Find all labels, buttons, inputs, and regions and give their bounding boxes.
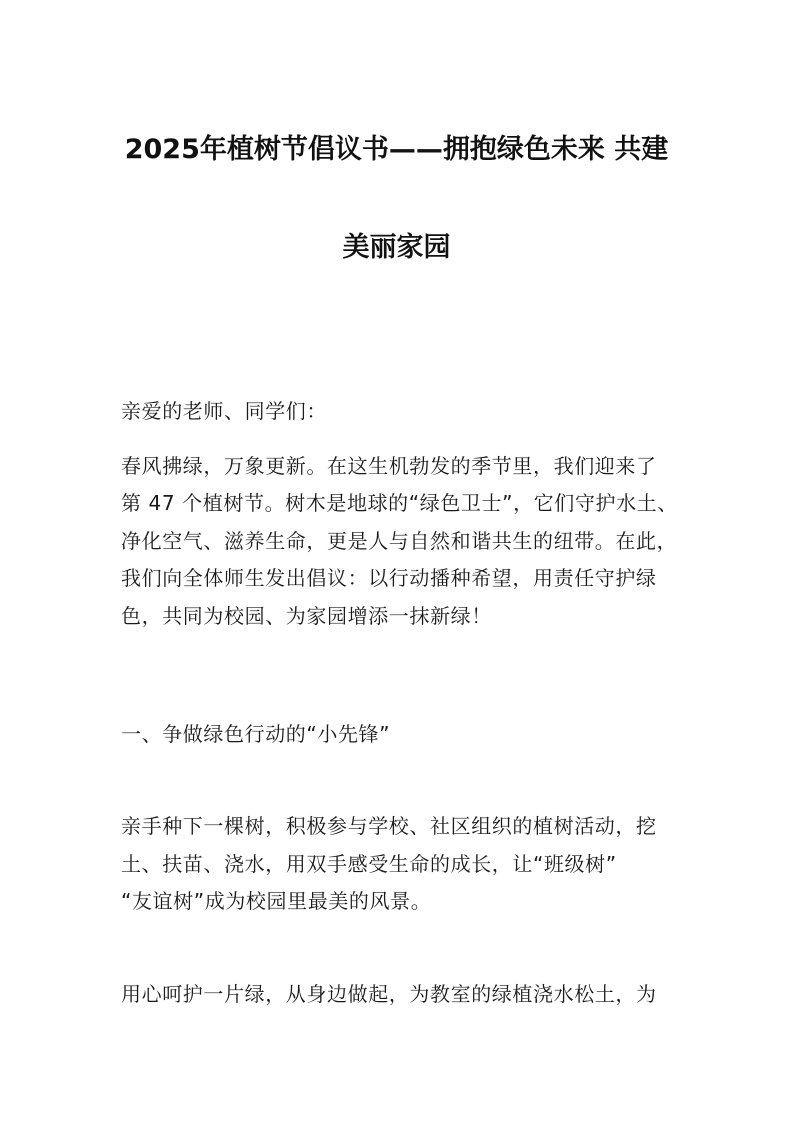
section-1-paragraph-line: 土、扶苗、浇水，用双手感受生命的成长，让“班级树”	[121, 852, 617, 876]
intro-paragraph-line: 第 47 个植树节。树木是地球的“绿色卫士”，它们守护水土、	[121, 491, 678, 515]
section-1-paragraph-line: 亲手种下一棵树，积极参与学校、社区组织的植树活动，挖	[121, 814, 657, 838]
section-1-heading: 一、争做绿色行动的“小先锋”	[121, 722, 391, 746]
intro-paragraph-line: 我们向全体师生发出倡议：以行动播种希望，用责任守护绿	[121, 566, 657, 590]
intro-paragraph-line: 春风拂绿，万象更新。在这生机勃发的季节里，我们迎来了	[121, 454, 657, 478]
document-title-line-1: 2025年植树节倡议书——拥抱绿色未来 共建	[124, 134, 669, 165]
section-1-paragraph-2-line: 用心呵护一片绿，从身边做起，为教室的绿植浇水松土，为	[121, 982, 657, 1006]
intro-paragraph-line: 净化空气、滋养生命，更是人与自然和谐共生的纽带。在此，	[121, 529, 678, 553]
intro-paragraph-line: 色，共同为校园、为家园增添一抹新绿！	[121, 604, 492, 628]
section-1-paragraph-line: “友谊树”成为校园里最美的风景。	[121, 889, 432, 913]
document-title-line-2: 美丽家园	[342, 232, 451, 263]
salutation: 亲爱的老师、同学们：	[121, 399, 327, 423]
